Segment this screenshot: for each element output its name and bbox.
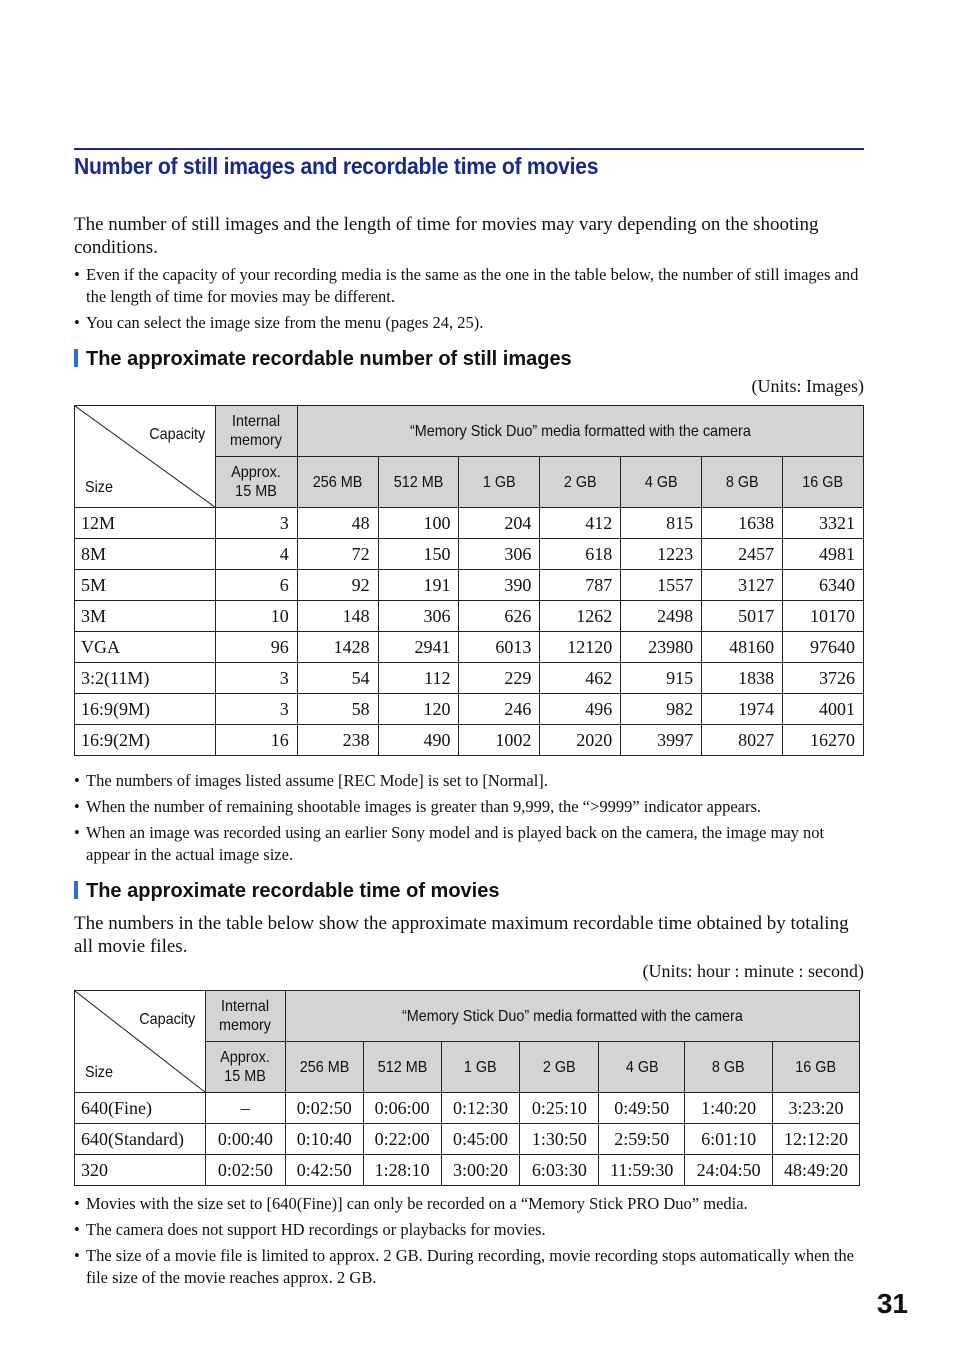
media-size-header: 2 GB [520, 1042, 599, 1093]
value-cell: 496 [540, 694, 621, 725]
value-cell: 4 [215, 539, 297, 570]
table-corner [75, 406, 216, 508]
value-cell: 96 [215, 632, 297, 663]
value-cell: 490 [378, 725, 459, 756]
value-cell: 2:59:50 [599, 1124, 685, 1155]
value-cell: 120 [378, 694, 459, 725]
row-label-cell: 16:9(9M) [75, 694, 216, 725]
value-cell: 10 [215, 601, 297, 632]
value-cell: 412 [540, 508, 621, 539]
value-cell: 3:00:20 [441, 1155, 520, 1186]
value-cell: 1838 [702, 663, 783, 694]
value-cell: 12120 [540, 632, 621, 663]
value-cell: 229 [459, 663, 540, 694]
value-cell: 0:02:50 [285, 1093, 363, 1124]
row-label-cell: VGA [75, 632, 216, 663]
value-cell: 112 [378, 663, 459, 694]
still-notes [74, 770, 864, 870]
intro-bullets [74, 264, 864, 338]
value-cell: 0:02:50 [205, 1155, 285, 1186]
internal-memory-header: Internal memory [205, 991, 285, 1042]
media-size-header: 1 GB [441, 1042, 520, 1093]
row-label-cell: 8M [75, 539, 216, 570]
table-row [75, 632, 864, 663]
media-header: “Memory Stick Duo” media formatted with the camera [297, 406, 863, 457]
row-label-cell: 640(Fine) [75, 1093, 206, 1124]
value-cell: 0:42:50 [285, 1155, 363, 1186]
movies-table [74, 990, 860, 1186]
value-cell: 2020 [540, 725, 621, 756]
movies-notes [74, 1193, 864, 1293]
row-label-cell: 320 [75, 1155, 206, 1186]
value-cell: 3:23:20 [773, 1093, 860, 1124]
value-cell: 3127 [702, 570, 783, 601]
value-cell: 246 [459, 694, 540, 725]
still-note: • When an image was recorded using an earlier Sony model and is played back on the camera, the image may not appear in the actual image size. [74, 822, 864, 866]
value-cell: 16 [215, 725, 297, 756]
intro-bullet: • Even if the capacity of your recording media is the same as the one in the table below, the number of still images and the length of time for movies may be different. [74, 264, 864, 308]
value-cell: 6340 [783, 570, 864, 601]
value-cell: 306 [459, 539, 540, 570]
still-table-body [75, 508, 864, 756]
internal-size-header: Approx. 15 MB [215, 457, 297, 508]
row-label-cell: 3M [75, 601, 216, 632]
value-cell: – [205, 1093, 285, 1124]
movies-note: • The camera does not support HD recordings or playbacks for movies. [74, 1219, 864, 1241]
page-number: 31 [876, 1288, 908, 1319]
value-cell: 238 [297, 725, 378, 756]
value-cell: 306 [378, 601, 459, 632]
value-cell: 1:28:10 [363, 1155, 441, 1186]
media-size-header: 8 GB [685, 1042, 773, 1093]
row-label-cell: 12M [75, 508, 216, 539]
value-cell: 6 [215, 570, 297, 601]
value-cell: 48160 [702, 632, 783, 663]
movies-intro: The numbers in the table below show the approximate maximum recordable time obtained by totaling all movie files. [74, 913, 849, 957]
still-images-heading-text: The approximate recordable number of still images [86, 348, 572, 370]
media-size-header: 4 GB [599, 1042, 685, 1093]
value-cell: 8027 [702, 725, 783, 756]
value-cell: 1262 [540, 601, 621, 632]
value-cell: 0:00:40 [205, 1124, 285, 1155]
value-cell: 92 [297, 570, 378, 601]
value-cell: 191 [378, 570, 459, 601]
value-cell: 982 [621, 694, 702, 725]
intro-text: The number of still images and the length of time for movies may vary depending on the shooting conditions. [74, 214, 819, 258]
value-cell: 3 [215, 663, 297, 694]
corner-size-label: Size [85, 1064, 114, 1081]
media-size-header: 16 GB [773, 1042, 860, 1093]
value-cell: 48 [297, 508, 378, 539]
movies-heading-text: The approximate recordable time of movies [86, 880, 500, 902]
value-cell: 626 [459, 601, 540, 632]
value-cell: 10170 [783, 601, 864, 632]
media-size-header: 512 MB [363, 1042, 441, 1093]
value-cell: 3997 [621, 725, 702, 756]
page-title: Number of still images and recordable time of movies [74, 153, 599, 179]
table-row [75, 725, 864, 756]
media-size-header: 1 GB [459, 457, 540, 508]
value-cell: 0:25:10 [520, 1093, 599, 1124]
value-cell: 6013 [459, 632, 540, 663]
value-cell: 0:06:00 [363, 1093, 441, 1124]
value-cell: 0:22:00 [363, 1124, 441, 1155]
movies-units: (Units: hour : minute : second) [642, 961, 864, 981]
row-label-cell: 3:2(11M) [75, 663, 216, 694]
value-cell: 787 [540, 570, 621, 601]
media-size-header: 2 GB [540, 457, 621, 508]
table-row [75, 1093, 860, 1124]
value-cell: 3 [215, 508, 297, 539]
movies-note: • Movies with the size set to [640(Fine)] can only be recorded on a “Memory Stick PRO Duo” media. [74, 1193, 864, 1215]
value-cell: 1223 [621, 539, 702, 570]
value-cell: 1557 [621, 570, 702, 601]
table-row [75, 663, 864, 694]
row-label-cell: 16:9(2M) [75, 725, 216, 756]
value-cell: 462 [540, 663, 621, 694]
value-cell: 1974 [702, 694, 783, 725]
row-label-cell: 640(Standard) [75, 1124, 206, 1155]
value-cell: 24:04:50 [685, 1155, 773, 1186]
value-cell: 1428 [297, 632, 378, 663]
internal-memory-header: Internal memory [215, 406, 297, 457]
title-rule [74, 148, 864, 150]
media-size-header: 256 MB [285, 1042, 363, 1093]
row-label-cell: 5M [75, 570, 216, 601]
still-images-heading [74, 348, 572, 371]
value-cell: 12:12:20 [773, 1124, 860, 1155]
value-cell: 23980 [621, 632, 702, 663]
value-cell: 2941 [378, 632, 459, 663]
still-units: (Units: Images) [751, 376, 864, 396]
internal-size-header: Approx. 15 MB [205, 1042, 285, 1093]
corner-capacity-label: Capacity [148, 426, 205, 443]
value-cell: 390 [459, 570, 540, 601]
value-cell: 3726 [783, 663, 864, 694]
value-cell: 3 [215, 694, 297, 725]
value-cell: 4001 [783, 694, 864, 725]
value-cell: 1638 [702, 508, 783, 539]
media-size-header: 256 MB [297, 457, 378, 508]
value-cell: 1:40:20 [685, 1093, 773, 1124]
still-note: • When the number of remaining shootable images is greater than 9,999, the “>9999” indicator appears. [74, 796, 864, 818]
value-cell: 6:01:10 [685, 1124, 773, 1155]
table-row [75, 570, 864, 601]
value-cell: 0:12:30 [441, 1093, 520, 1124]
table-row [75, 601, 864, 632]
heading-bar [74, 881, 78, 899]
corner-capacity-label: Capacity [138, 1011, 195, 1028]
table-row [75, 1124, 860, 1155]
value-cell: 48:49:20 [773, 1155, 860, 1186]
table-row [75, 1155, 860, 1186]
value-cell: 54 [297, 663, 378, 694]
media-size-header: 16 GB [783, 457, 864, 508]
movies-heading [74, 880, 499, 903]
media-size-header: 8 GB [702, 457, 783, 508]
value-cell: 16270 [783, 725, 864, 756]
media-size-header: 512 MB [378, 457, 459, 508]
heading-bar [74, 349, 78, 367]
value-cell: 2457 [702, 539, 783, 570]
value-cell: 58 [297, 694, 378, 725]
table-row [75, 694, 864, 725]
value-cell: 2498 [621, 601, 702, 632]
media-header: “Memory Stick Duo” media formatted with the camera [285, 991, 859, 1042]
value-cell: 815 [621, 508, 702, 539]
value-cell: 97640 [783, 632, 864, 663]
movies-table-body [75, 1093, 860, 1186]
value-cell: 0:10:40 [285, 1124, 363, 1155]
still-note: • The numbers of images listed assume [REC Mode] is set to [Normal]. [74, 770, 864, 792]
table-row [75, 508, 864, 539]
value-cell: 204 [459, 508, 540, 539]
table-row [75, 539, 864, 570]
value-cell: 6:03:30 [520, 1155, 599, 1186]
intro-bullet: • You can select the image size from the menu (pages 24, 25). [74, 312, 864, 334]
value-cell: 1:30:50 [520, 1124, 599, 1155]
value-cell: 11:59:30 [599, 1155, 685, 1186]
value-cell: 0:49:50 [599, 1093, 685, 1124]
media-size-header: 4 GB [621, 457, 702, 508]
value-cell: 1002 [459, 725, 540, 756]
value-cell: 150 [378, 539, 459, 570]
value-cell: 100 [378, 508, 459, 539]
value-cell: 0:45:00 [441, 1124, 520, 1155]
value-cell: 4981 [783, 539, 864, 570]
value-cell: 72 [297, 539, 378, 570]
value-cell: 148 [297, 601, 378, 632]
value-cell: 618 [540, 539, 621, 570]
value-cell: 3321 [783, 508, 864, 539]
value-cell: 5017 [702, 601, 783, 632]
corner-size-label: Size [85, 479, 114, 496]
table-corner [75, 991, 206, 1093]
movies-note: • The size of a movie file is limited to approx. 2 GB. During recording, movie recording stops automatically when the file size of the movie reaches approx. 2 GB. [74, 1245, 864, 1289]
still-images-table [74, 405, 864, 756]
value-cell: 915 [621, 663, 702, 694]
